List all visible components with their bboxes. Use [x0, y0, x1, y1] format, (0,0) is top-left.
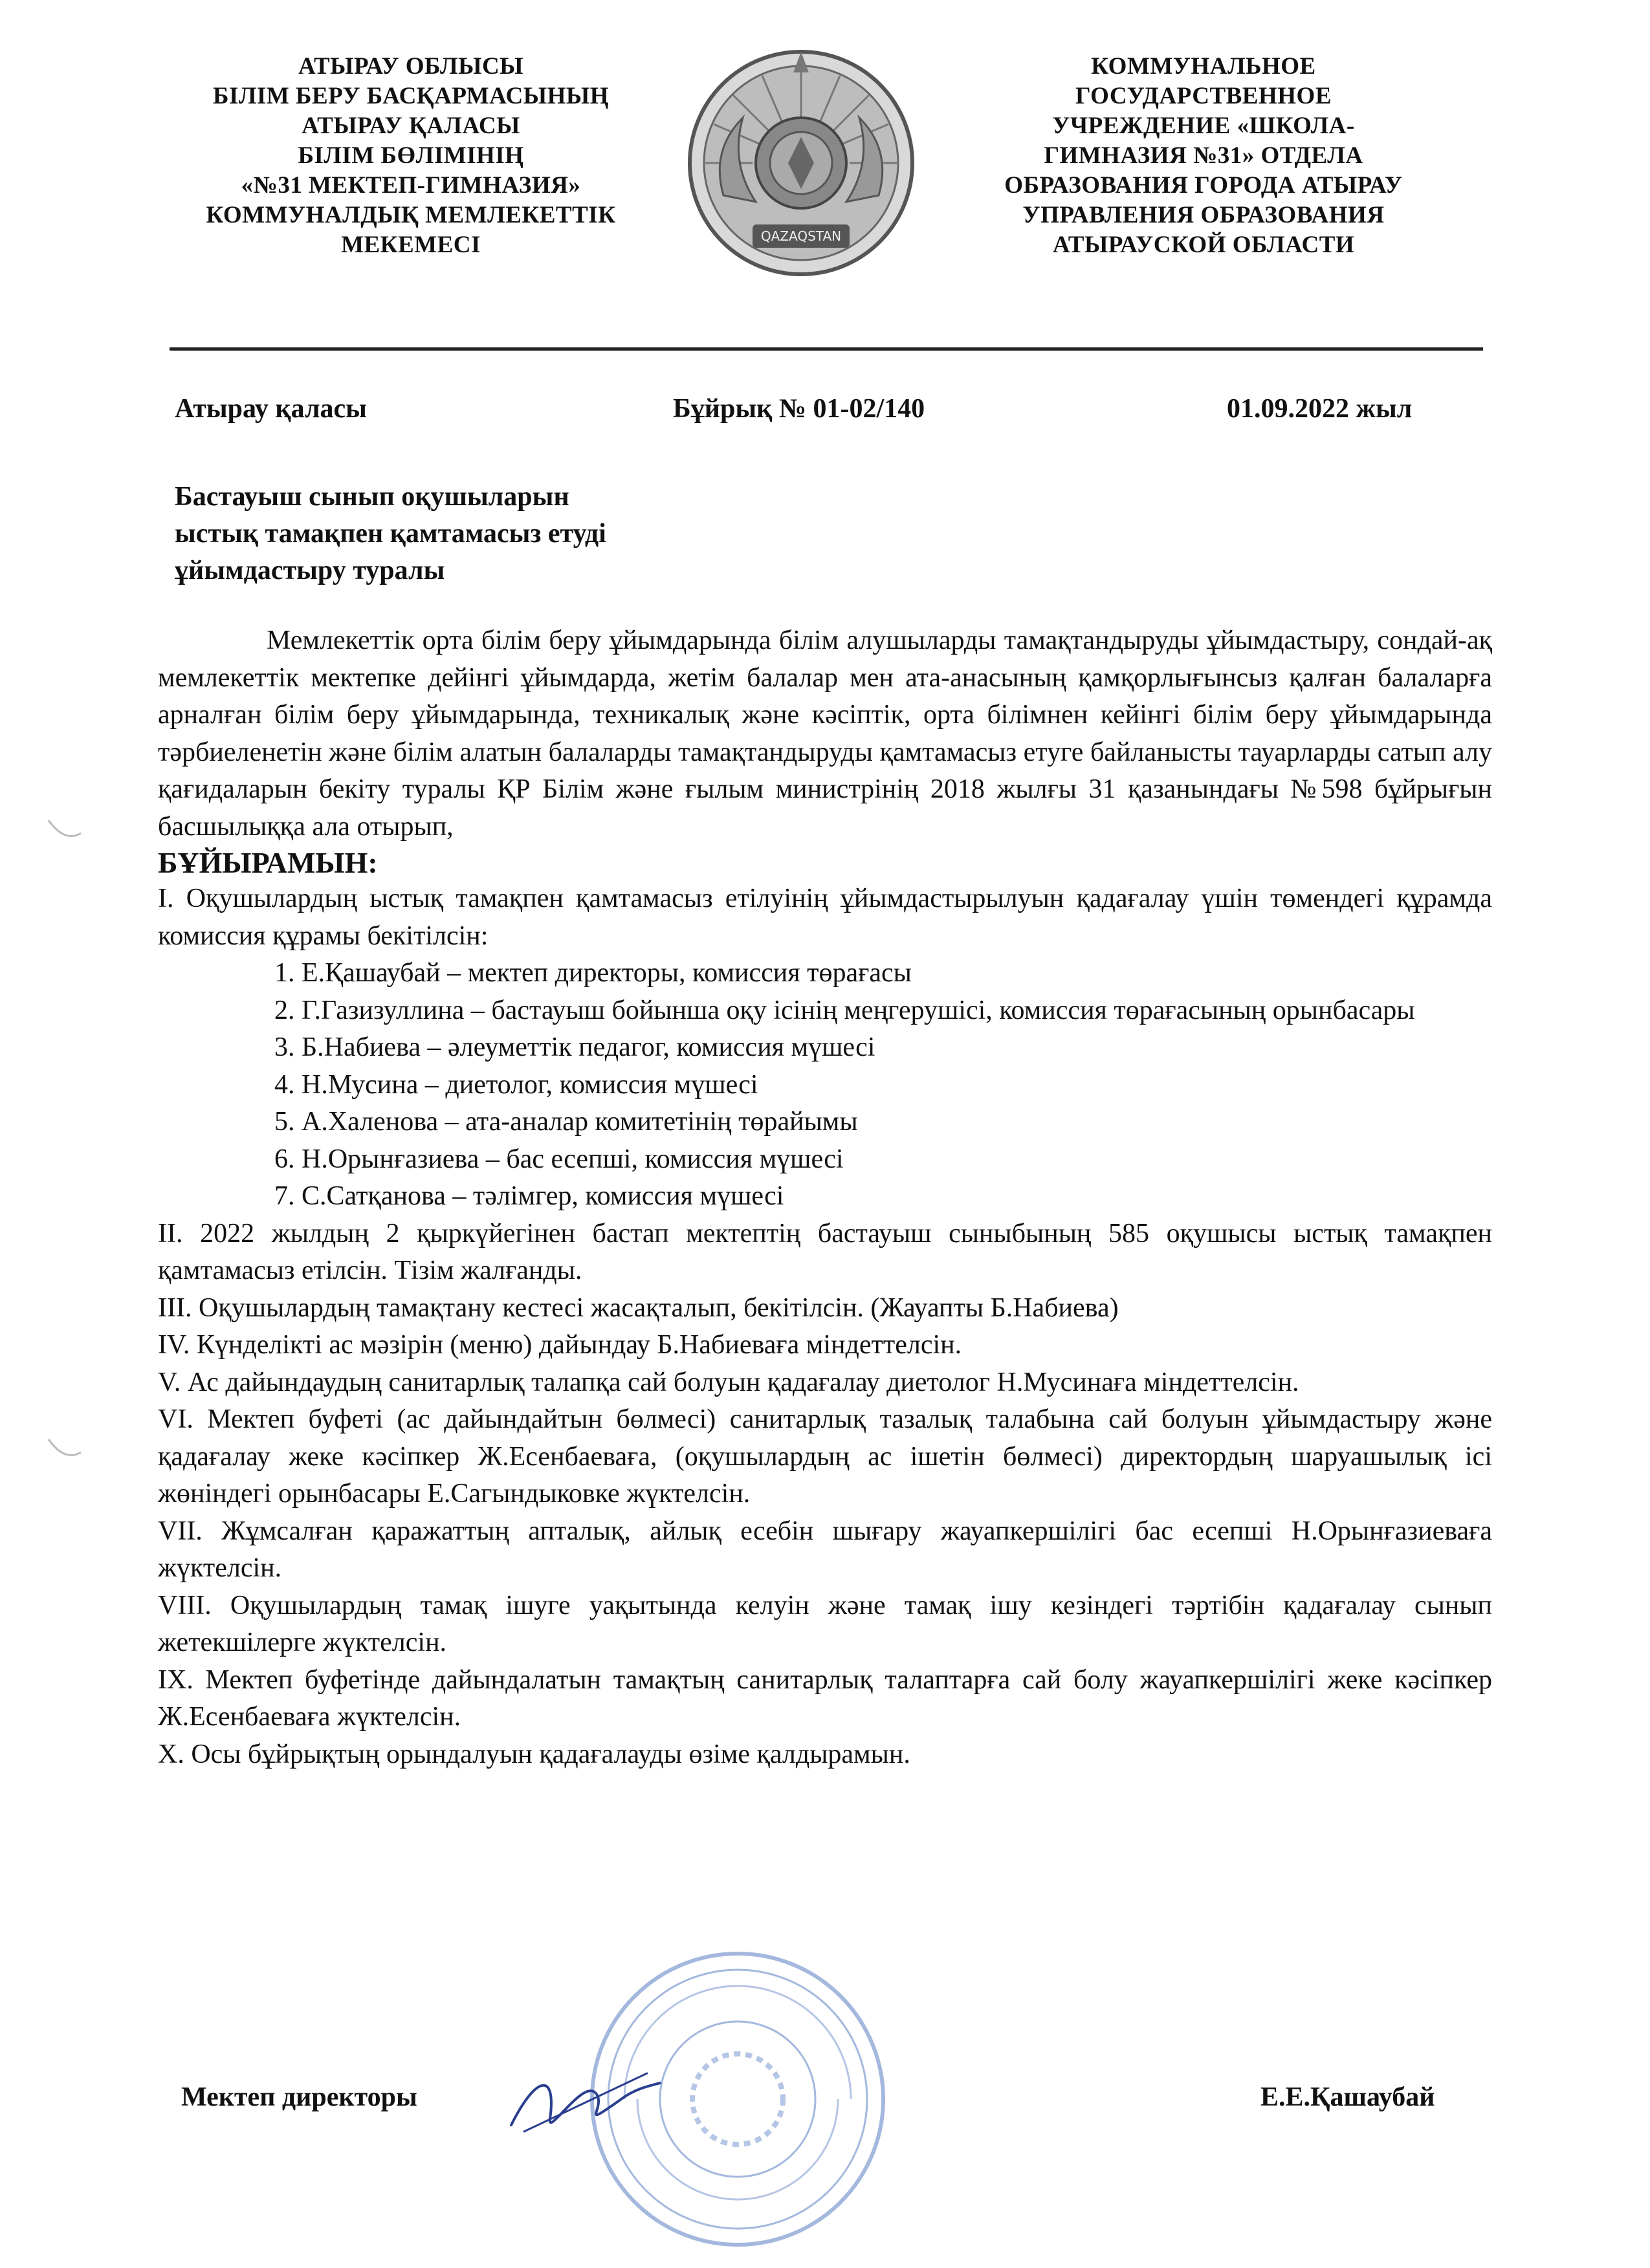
signatory-role: Мектеп директоры [181, 2082, 417, 2112]
section-2: II. 2022 жылдың 2 қыркүйегінен бастап мектептің бастауыш сыныбының 585 оқушысы ыстық тамақпен қамтамасыз етілсін. Тізім жалғанды. [158, 1218, 1492, 1285]
section-7: VII. Жұмсалған қаражаттың апталық, айлық есебін шығару жауапкершілігі бас есепші Н.Орынғазиеваға жүктелсін. [158, 1516, 1492, 1583]
title-line: Бастауыш сынып оқушыларын [175, 482, 569, 512]
header-line: «№31 МЕКТЕП-ГИМНАЗИЯ» [241, 172, 581, 199]
member-item: 4. Н.Мусина – диетолог, комиссия мүшесі [274, 1069, 758, 1100]
member-item: 7. С.Сатқанова – тәлімгер, комиссия мүшесі [274, 1181, 784, 1211]
section-10: X. Осы бұйрықтың орындалуын қадағалауды өзіме қалдырамын. [158, 1739, 910, 1769]
section-4: IV. Күнделікті ас мәзірін (меню) дайындау Б.Набиеваға міндеттелсін. [158, 1330, 962, 1360]
section-5: V. Ас дайындаудың санитарлық талапқа сай болуын қадағалау диетолог Н.Мусинаға міндеттелсін. [158, 1367, 1299, 1397]
member-item: 1. Е.Қашаубай – мектеп директоры, комиссия төрағасы [274, 958, 912, 988]
title-line: ұйымдастыру туралы [175, 556, 445, 585]
header-russian [948, 52, 1459, 260]
decree-word: БҰЙЫРАМЫН: [158, 846, 378, 879]
preamble: Мемлекеттік орта білім беру ұйымдарында білім алушыларды тамақтандыруды ұйымдастыру, сондай-ақ мемлекеттік мектепке дейінгі ұйымдарда, жетім балалар мен ата-анасының қамқорлығынсыз қалған балаларға арналған білім беру ұйымдарында, техникалық және кәсіптік, орта білімнен кейінгі білім беру ұйымдарында тәрбиеленетін және білім алатын балаларды тамақтандыруды қамтамасыз етуге байланысты тауарларды сатып алу қағидаларын бекіту туралы ҚР Білім және ғылым министрінің 2018 жылғы 31 қазанындағы №598 бұйрығын басшылыққа ала отырып, [158, 626, 1492, 842]
signatory-name: Е.Е.Қашаубай [1260, 2082, 1435, 2112]
header-kazakh [175, 52, 647, 260]
document-body [158, 622, 1492, 1773]
city: Атырау қаласы [175, 394, 367, 424]
header-line: АТЫРАУ ОБЛЫСЫ [298, 53, 523, 80]
header-line: КОММУНАЛЬНОЕ [1091, 53, 1316, 80]
member-item: 2. Г.Газизуллина – бастауыш бойынша оқу ісінің меңгерушісі, комиссия төрағасының орынбасары [274, 995, 1415, 1025]
order-number: Бұйрық № 01-02/140 [673, 394, 925, 424]
punch-mark-icon [45, 814, 84, 846]
member-item: 3. Б.Набиева – әлеуметтік педагог, комиссия мүшесі [274, 1032, 875, 1062]
signature-icon [498, 2060, 666, 2144]
section-9: IX. Мектеп буфетінде дайындалатын тамақтың санитарлық талаптарға сай болу жауапкершілігі жеке кәсіпкер Ж.Есенбаеваға жүктелсін. [158, 1664, 1492, 1732]
member-item: 5. А.Халенова – ата-аналар комитетінің төрайымы [274, 1107, 858, 1137]
section-6: VI. Мектеп буфеті (ас дайындайтын бөлмесі) санитарлық тазалық талабына сай болуын ұйымдастыру және қадағалау жеке кәсіпкер Ж.Есенбаеваға, (оқушылардың ас ішетін бөлмесі) директордың шаруашылық ісі жөніндегі орынбасары Е.Сагындыковке жүктелсін. [158, 1404, 1492, 1509]
state-emblem-icon [685, 47, 918, 279]
svg-text:QAZAQSTAN: QAZAQSTAN [760, 228, 842, 244]
punch-mark-icon [45, 1433, 84, 1465]
title-line: ыстық тамақпен қамтамасыз етуді [175, 519, 606, 549]
document-title [175, 479, 951, 589]
header-divider [170, 347, 1483, 351]
header-line: БІЛІМ БЕРУ БАСҚАРМАСЫНЫҢ [213, 83, 609, 109]
section-3: III. Оқушылардың тамақтану кестесі жасақталып, бекітілсін. (Жауапты Б.Набиева) [158, 1292, 1119, 1323]
section-1: I. Оқушылардың ыстық тамақпен қамтамасыз етілуінің ұйымдастырылуын қадағалау үшін төмендегі құрамда комиссия құрамы бекітілсін: [158, 884, 1492, 951]
order-date: 01.09.2022 жыл [1227, 394, 1413, 424]
header-line: УЧРЕЖДЕНИЕ «ШКОЛА- [1052, 113, 1355, 139]
header-line: МЕКЕМЕСІ [341, 232, 481, 258]
header-line: ГОСУДАРСТВЕННОЕ [1075, 83, 1332, 109]
header-line: АТЫРАУСКОЙ ОБЛАСТИ [1052, 232, 1355, 258]
member-item: 6. Н.Орынғазиева – бас есепші, комиссия мүшесі [274, 1144, 844, 1174]
header-line: ОБРАЗОВАНИЯ ГОРОДА АТЫРАУ [1004, 172, 1403, 199]
header-line: УПРАВЛЕНИЯ ОБРАЗОВАНИЯ [1022, 202, 1385, 228]
header-line: БІЛІМ БӨЛІМІНІҢ [298, 142, 524, 169]
section-8: VIII. Оқушылардың тамақ ішуге уақытында келуін және тамақ ішу кезіндегі тәртібін қадағалау сынып жетекшілерге жүктелсін. [158, 1590, 1492, 1657]
header-line: АТЫРАУ ҚАЛАСЫ [302, 113, 520, 139]
header-line: ГИМНАЗИЯ №31» ОТДЕЛА [1044, 142, 1363, 169]
header-line: КОММУНАЛДЫҚ МЕМЛЕКЕТТІК [206, 202, 616, 228]
